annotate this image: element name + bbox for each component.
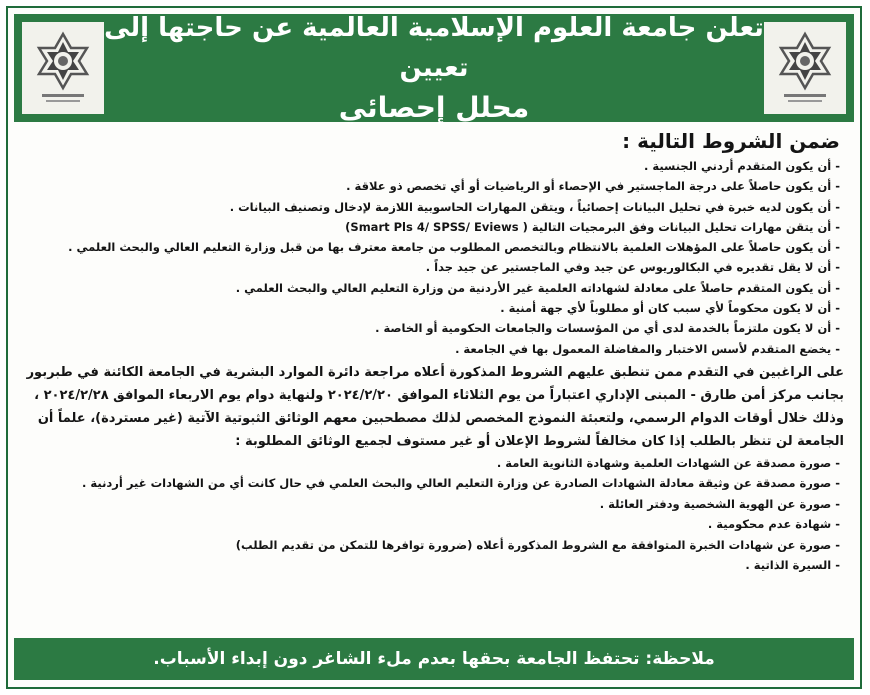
conditions-heading: ضمن الشروط التالية : bbox=[622, 129, 840, 153]
footer-note-banner bbox=[14, 638, 854, 680]
university-emblem-icon bbox=[770, 28, 840, 108]
document-item: - السيرة الذاتية . bbox=[745, 558, 840, 573]
condition-item: - أن يكون المتقدم أردني الجنسية . bbox=[644, 159, 840, 173]
header-banner bbox=[14, 14, 854, 122]
condition-item: - أن يكون حاصلاً على درجة الماجستير في الإحصاء أو الرياضيات أو أي تخصص ذو علاقة . bbox=[346, 179, 840, 194]
condition-item: - أن لا يكون محكوماً لأي سبب كان أو مطلوباً لأي جهة أمنية . bbox=[500, 301, 840, 316]
condition-item: - أن يكون المتقدم حاصلاً على معادلة لشهاداته العلمية غير الأردنية من وزارة التعليم العالي والبحث العلمي . bbox=[235, 280, 840, 295]
condition-item: - أن يتقن مهارات تحليل البيانات وفق البرمجيات التالية ( Smart Pls 4/ SPSS/ Eviews) bbox=[345, 219, 840, 234]
logo-left bbox=[22, 22, 104, 114]
document-item: - شهادة عدم محكومية . bbox=[707, 517, 840, 532]
condition-item: - أن لا يقل تقديره في البكالوريوس عن جيد وفي الماجستير عن جيد جداً . bbox=[425, 260, 840, 275]
footer-note: ملاحظة: تحتفظ الجامعة بحقها بعدم ملء الشاغر دون إبداء الأسباب. bbox=[153, 649, 715, 669]
document-item: - صورة عن شهادات الخبرة المتوافقة مع الشروط المذكورة أعلاه (ضرورة توافرها للتمكن من تقديم الطلب) bbox=[235, 537, 840, 552]
header-title bbox=[104, 8, 764, 128]
announcement-title: تعلن جامعة العلوم الإسلامية العالمية عن حاجتها إلى تعيين bbox=[104, 13, 764, 83]
logo-right bbox=[764, 22, 846, 114]
documents-list bbox=[18, 453, 846, 576]
document-item: - صورة مصدقة عن الشهادات العلمية وشهادة الثانوية العامة . bbox=[496, 455, 840, 470]
position-title: محلل إحصائي bbox=[338, 91, 530, 124]
condition-item: - أن يكون لديه خبرة في تحليل البيانات إحصائياً ، ويتقن المهارات الحاسوبية اللازمة لإدخال وتصنيف البيانات . bbox=[229, 199, 840, 214]
content-body bbox=[18, 128, 846, 633]
condition-item: - أن يكون حاصلاً على المؤهلات العلمية بالانتظام وبالتخصص المطلوب من جامعة معترف بها من قبل وزارة التعليم العالي والبحث العلمي . bbox=[68, 240, 840, 255]
university-emblem-icon bbox=[28, 28, 98, 108]
conditions-list bbox=[18, 156, 846, 359]
condition-item: - يخضع المتقدم لأسس الاختبار والمفاضلة المعمول بها في الجامعة . bbox=[455, 341, 840, 356]
job-advertisement bbox=[6, 6, 862, 689]
application-instructions: على الراغبين في التقدم ممن تنطبق عليهم الشروط المذكورة أعلاه مراجعة دائرة الموارد البشرية في الجامعة الكائنة في طبربور بجانب مركز أمن طارق - المبنى الإداري اعتباراً من يوم الثلاثاء الموافق ٢٠٢٤/٢/٢٠ ولنهاية دوام يوم الاربعاء الموافق ٢٠٢٤/٢/٢٨ ، وذلك خلال أوقات الدوام الرسمي، ولتعبئة النموذج المخصص لذلك مصطحبين معهم الوثائق الثبوتية الآتية (غير مستردة)، علماً أن الجامعة لن تنظر بالطلب إذا كان مخالفاً لشروط الإعلان أو غير مستوف لجميع الوثائق المطلوبة : bbox=[26, 364, 844, 449]
condition-item: - أن لا يكون ملتزماً بالخدمة لدى أي من المؤسسات والجامعات الحكومية أو الخاصة . bbox=[375, 321, 840, 336]
document-item: - صورة مصدقة عن وثيقة معادلة الشهادات الصادرة عن وزارة التعليم العالي والبحث العلمي في حال كانت أي من الشهادات غير أردنية . bbox=[82, 476, 840, 491]
document-item: - صورة عن الهوية الشخصية ودفتر العائلة . bbox=[599, 496, 840, 511]
